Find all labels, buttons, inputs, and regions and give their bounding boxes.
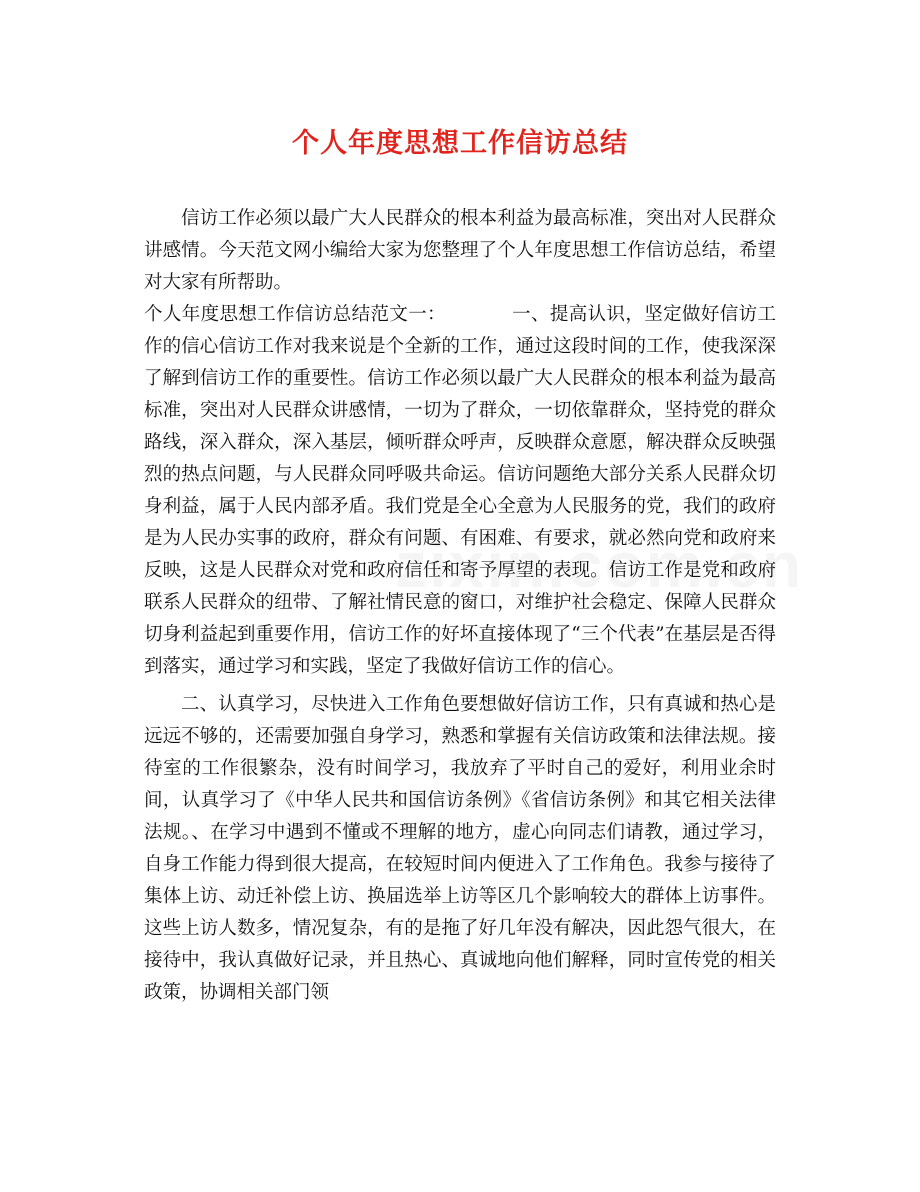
section-two-paragraph: 二、认真学习，尽快进入工作角色要想做好信访工作，只有真诚和热心是远远不够的，还需要加强自身学习，熟悉和掌握有关信访政策和法律法规。接待室的工作很繁杂，没有时间学习，我放弃了平时自己的爱好，利用业余时间，认真学习了《中华人民共和国信访条例》《省信访条例》和其它相关法律法规。、在学习中遇到不懂或不理解的地方，虚心向同志们请教，通过学习，自身工作能力得到很大提高，在较短时间内便进入了工作角色。我参与接待了集体上访、动迁补偿上访、换届选举上访等区几个影响较大的群体上访事件。这些上访人数多，情况复杂，有的是拖了好几年没有解决，因此怨气很大，在接待中，我认真做好记录，并且热心、真诚地向他们解释，同时宣传党的相关政策，协调相关部门领 — [144, 694, 776, 1003]
document-body — [144, 203, 776, 1009]
document-title: 个人年度思想工作信访总结 — [292, 128, 628, 159]
section-one-paragraph: 个人年度思想工作信访总结范文一： 一、提高认识，坚定做好信访工作的信心信访工作对我来说是个全新的工作，通过这段时间的工作，使我深深了解到信访工作的重要性。信访工作必须以最广大人民群众的根本利益为最高标准，突出对人民群众讲感情，一切为了群众，一切依靠群众，坚持党的群众路线，深入群众，深入基层，倾听群众呼声，反映群众意愿，解决群众反映强烈的热点问题，与人民群众同呼吸共命运。信访问题绝大部分关系人民群众切身利益，属于人民内部矛盾。我们党是全心全意为人民服务的党，我们的政府是为人民办实事的政府，群众有问题、有困难、有要求，就必然向党和政府来反映，这是人民群众对党和政府信任和寄予厚望的表现。信访工作是党和政府联系人民群众的纽带、了解社情民意的窗口，对维护社会稳定、保障人民群众切身利益起到重要作用，信访工作的好坏直接体现了“三个代表”在基层是否得到落实，通过学习和实践，坚定了我做好信访工作的信心。 — [144, 304, 776, 677]
intro-paragraph: 信访工作必须以最广大人民群众的根本利益为最高标准，突出对人民群众讲感情。今天范文网小编给大家为您整理了个人年度思想工作信访总结，希望对大家有所帮助。 — [144, 208, 776, 293]
